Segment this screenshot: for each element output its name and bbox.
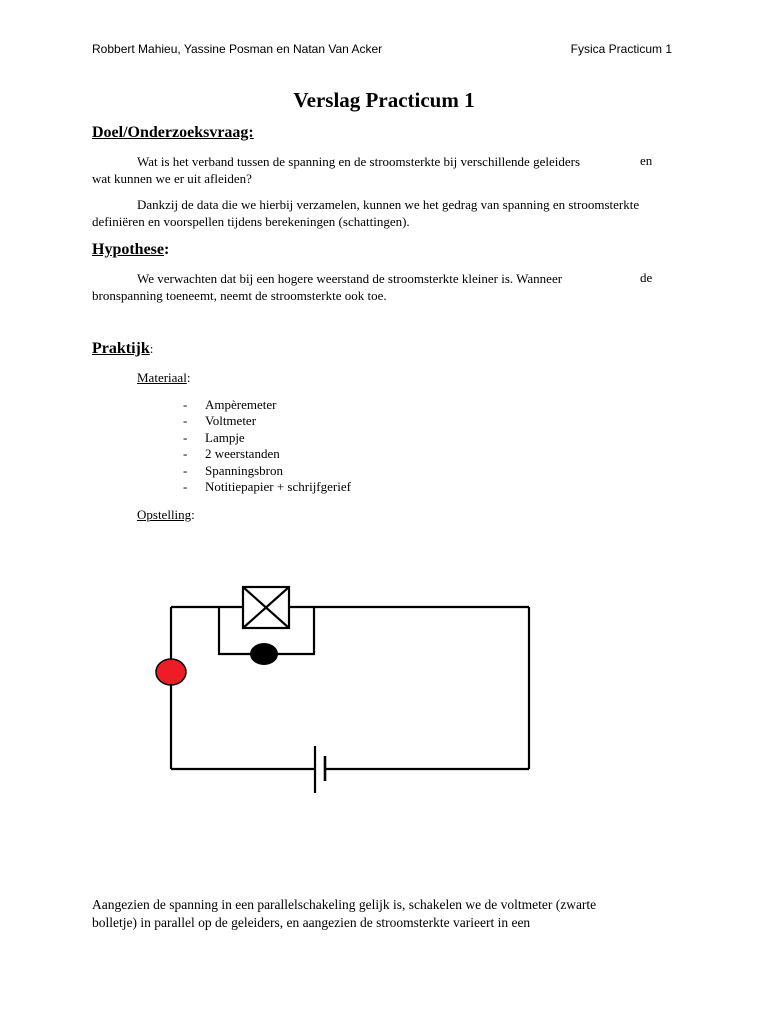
paragraph-doel-1 [92,153,668,187]
hypothese-line-1: We verwachten dat bij een hogere weerstand de stroomsterkte kleiner is. Wanneer [137,271,563,286]
header-authors: Robbert Mahieu, Yassine Posman en Natan Van Acker [92,42,383,56]
conclusion-line-1: Aangezien de spanning in een parallelschakeling gelijk is, schakelen we de voltmeter (zwarte [92,897,597,912]
list-item: - Voltmeter [183,413,257,429]
conclusion-line-2: bolletje) in parallel op de geleiders, en aangezien de stroomsterkte varieert in een [92,915,531,930]
circuit-diagram [150,578,540,798]
material-label: Ampèremeter [205,397,277,412]
materiaal-label: Materiaal [137,370,187,385]
list-item: - Spanningsbron [183,462,283,478]
hypothese-line-1-end: de [640,270,653,285]
material-label: 2 weerstanden [205,446,280,462]
doel-line-2: wat kunnen we er uit afleiden? [92,171,252,186]
wire-parallel-left [219,607,251,654]
voltmeter-symbol [250,643,278,665]
header-course: Fysica Practicum 1 [570,42,672,56]
list-item: - 2 weerstanden [183,446,280,462]
heading-hypothese-text: Hypothese [92,241,164,258]
list-item: - Lampje [183,429,245,445]
list-item: - Ampèremeter [183,397,277,412]
heading-doel: Doel/Onderzoeksvraag: [92,124,254,141]
wire-parallel-right [277,607,314,654]
paragraph-conclusion [92,896,668,932]
paragraph-doel-2: Dankzij de data die we hierbij verzamelen, kunnen we het gedrag van spanning en stroomsterkte definiëren en voorspellen tijdens berekeningen (schattingen). [92,197,640,229]
heading-praktijk [92,340,153,358]
heading-praktijk-colon: : [149,341,154,356]
hypothese-line-2: bronspanning toeneemt, neemt de stroomsterkte ook toe. [92,288,387,303]
document-title: Verslag Practicum 1 [293,88,475,112]
subheading-materiaal: Materiaal: [137,370,191,385]
heading-hypothese [92,241,169,259]
heading-praktijk-text: Praktijk [92,340,150,357]
materials-list [183,397,351,495]
list-item: - Notitiepapier + schrijfgerief [183,478,351,494]
doel-line-1: Wat is het verband tussen de spanning en de stroomsterkte bij verschillende geleiders [137,154,580,169]
ammeter-symbol [156,659,186,685]
material-label: Lampje [205,429,245,445]
subheading-opstelling: Opstelling: [137,507,195,522]
material-label: Voltmeter [205,413,257,429]
heading-hypothese-colon: : [164,241,170,258]
paragraph-hypothese [92,270,668,304]
material-label: Spanningsbron [205,462,283,478]
opstelling-label: Opstelling [137,507,192,522]
doel-line-1-end: en [640,153,653,168]
material-label: Notitiepapier + schrijfgerief [205,478,351,494]
